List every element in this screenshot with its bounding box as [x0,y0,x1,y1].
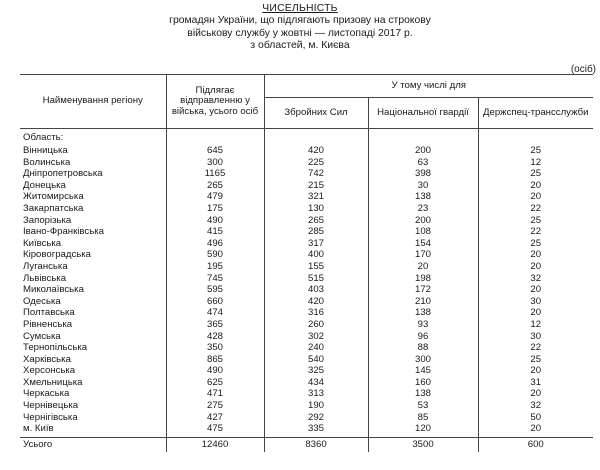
region-cell: Закарпатська [20,203,166,215]
special-transport-cell: 20 [530,284,542,296]
special-transport-cell: 20 [530,179,542,191]
region-cell: Полтавська [20,307,166,319]
sent-cell: 645 [166,145,264,157]
sent-cell: 428 [166,331,264,343]
table-row [20,215,593,227]
armed-forces-cell: 190 [264,400,368,412]
table-row [20,180,593,192]
special-transport-cell: 20 [530,388,542,400]
sent-cell: 660 [166,296,264,308]
national-guard-cell: 210 [368,296,478,308]
region-cell: Рівненська [20,319,166,331]
armed-forces-cell: 292 [264,412,368,424]
header-including: У тому числі для [264,75,593,98]
special-transport-cell: 30 [530,330,542,342]
region-cell: Чернівецька [20,400,166,412]
armed-forces-cell: 515 [264,273,368,285]
document-subtitle-line-1: громадян України, що підлягають призову на строкову [169,15,431,27]
national-guard-cell: 53 [368,400,478,412]
national-guard-cell: 398 [368,168,478,180]
armed-forces-cell: 225 [264,157,368,169]
special-transport-cell: 20 [530,365,542,377]
document-title: ЧИСЕЛЬНІСТЬ [262,3,338,14]
region-cell: Волинська [20,157,166,169]
special-transport-cell: 20 [530,260,542,272]
table-row [20,157,593,169]
sent-cell: 625 [166,377,264,389]
special-transport-cell: 12 [530,156,542,168]
region-cell: Львівська [20,273,166,285]
table-body [20,129,593,438]
special-transport-cell: 32 [530,272,542,284]
region-cell: Житомирська [20,191,166,203]
special-transport-cell: 22 [530,202,542,214]
sent-cell: 365 [166,319,264,331]
table-row [20,354,593,366]
units-label: (осіб) [570,64,596,75]
table-row [20,238,593,250]
national-guard-cell: 120 [368,423,478,437]
table-row [20,412,593,424]
sent-cell: 745 [166,273,264,285]
national-guard-cell: 88 [368,342,478,354]
total-sent: 12460 [166,437,264,452]
sent-cell: 415 [166,226,264,238]
armed-forces-cell: 321 [264,191,368,203]
region-cell: Кіровоградська [20,249,166,261]
header-region: Найменування регіону [20,75,166,129]
national-guard-cell: 30 [368,180,478,192]
table-row [20,284,593,296]
document-subtitle-line-3: з областей, м. Києва [250,40,350,52]
armed-forces-cell: 742 [264,168,368,180]
national-guard-cell: 20 [368,261,478,273]
table-row [20,168,593,180]
national-guard-cell: 170 [368,249,478,261]
armed-forces-cell: 240 [264,342,368,354]
sent-cell: 490 [166,365,264,377]
armed-forces-cell: 265 [264,215,368,227]
table-row [20,226,593,238]
region-cell: Черкаська [20,388,166,400]
region-cell: Хмельницька [20,377,166,389]
total-region-label: Усього [20,437,166,452]
special-transport-cell: 22 [530,226,542,238]
oblast-label: Область: [20,129,166,146]
special-transport-cell: 25 [530,237,542,249]
armed-forces-cell: 400 [264,249,368,261]
armed-forces-cell: 302 [264,331,368,343]
armed-forces-cell: 155 [264,261,368,273]
region-cell: Дніпропетровська [20,168,166,180]
total-armed-forces: 8360 [264,437,368,452]
national-guard-cell: 23 [368,203,478,215]
national-guard-cell: 93 [368,319,478,331]
header-national-guard: Національної гвардії [368,98,478,129]
armed-forces-cell: 540 [264,354,368,366]
armed-forces-cell: 130 [264,203,368,215]
national-guard-cell: 85 [368,412,478,424]
armed-forces-cell: 420 [264,296,368,308]
sent-cell: 479 [166,191,264,203]
total-national-guard: 3500 [368,437,478,452]
region-cell: Івано-Франківська [20,226,166,238]
special-transport-cell: 22 [530,342,542,354]
armed-forces-cell: 335 [264,423,368,437]
table-row [20,273,593,285]
special-transport-cell: 20 [530,307,542,319]
total-row [20,437,593,452]
armed-forces-cell: 325 [264,365,368,377]
table-row [20,365,593,377]
region-cell: Чернігівська [20,412,166,424]
national-guard-cell: 138 [368,388,478,400]
special-transport-cell: 30 [530,295,542,307]
table-row [20,145,593,157]
national-guard-cell: 145 [368,365,478,377]
sent-cell: 350 [166,342,264,354]
national-guard-cell: 138 [368,307,478,319]
special-transport-cell: 25 [530,353,542,365]
table-row [20,400,593,412]
sent-cell: 471 [166,388,264,400]
special-transport-cell: 25 [530,168,542,180]
header-armed-forces: Збройних Сил [264,98,368,129]
region-cell: Київська [20,238,166,250]
special-transport-cell: 31 [530,376,542,388]
table-row [20,423,593,437]
table-row [20,203,593,215]
region-cell: Тернопільська [20,342,166,354]
sent-cell: 490 [166,215,264,227]
table-row [20,342,593,354]
national-guard-cell: 172 [368,284,478,296]
sent-cell: 590 [166,249,264,261]
national-guard-cell: 138 [368,191,478,203]
table-row [20,331,593,343]
sent-cell: 1165 [166,168,264,180]
national-guard-cell: 200 [368,145,478,157]
special-transport-cell: 25 [530,214,542,226]
sent-cell: 474 [166,307,264,319]
national-guard-cell: 200 [368,215,478,227]
sent-cell: 427 [166,412,264,424]
sent-cell: 275 [166,400,264,412]
sent-cell: 300 [166,157,264,169]
region-cell: Запорізька [20,215,166,227]
region-cell: Одеська [20,296,166,308]
region-cell: Донецька [20,180,166,192]
header-special-transport: Держспец-трансслужби [478,98,593,129]
special-transport-cell: 50 [530,411,542,423]
region-cell: Луганська [20,261,166,273]
armed-forces-cell: 215 [264,180,368,192]
table-row [20,296,593,308]
armed-forces-cell: 316 [264,307,368,319]
sent-cell: 475 [166,423,264,437]
armed-forces-cell: 317 [264,238,368,250]
header-sent-total: Підлягає відправленню у війська, усього осіб [166,75,264,129]
region-cell: м. Київ [20,423,166,437]
special-transport-cell: 20 [530,249,542,261]
oblast-label-row [20,129,593,146]
armed-forces-cell: 285 [264,226,368,238]
table-row [20,307,593,319]
national-guard-cell: 160 [368,377,478,389]
sent-cell: 265 [166,180,264,192]
document-title-block [0,3,600,53]
table-row [20,388,593,400]
armed-forces-cell: 313 [264,388,368,400]
special-transport-cell: 20 [530,191,542,203]
table-row [20,377,593,389]
national-guard-cell: 198 [368,273,478,285]
national-guard-cell: 96 [368,331,478,343]
national-guard-cell: 108 [368,226,478,238]
document-subtitle-line-2: військову службу у жовтні — листопаді 2017 р. [187,27,413,39]
region-cell: Сумська [20,331,166,343]
table-row [20,191,593,203]
sent-cell: 195 [166,261,264,273]
special-transport-cell: 20 [530,423,542,435]
armed-forces-cell: 403 [264,284,368,296]
table-header-row [20,75,593,98]
region-cell: Херсонська [20,365,166,377]
national-guard-cell: 63 [368,157,478,169]
armed-forces-cell: 420 [264,145,368,157]
special-transport-cell: 12 [530,318,542,330]
conscription-table [20,74,593,452]
sent-cell: 865 [166,354,264,366]
total-special-transport: 600 [478,437,593,452]
table-row [20,249,593,261]
region-cell: Харківська [20,354,166,366]
sent-cell: 175 [166,203,264,215]
sent-cell: 496 [166,238,264,250]
table-row [20,319,593,331]
sent-cell: 595 [166,284,264,296]
armed-forces-cell: 260 [264,319,368,331]
special-transport-cell: 25 [530,145,542,156]
armed-forces-cell: 434 [264,377,368,389]
region-cell: Миколаївська [20,284,166,296]
national-guard-cell: 300 [368,354,478,366]
table-row [20,261,593,273]
national-guard-cell: 154 [368,238,478,250]
special-transport-cell: 32 [530,400,542,412]
region-cell: Вінницька [20,145,166,157]
